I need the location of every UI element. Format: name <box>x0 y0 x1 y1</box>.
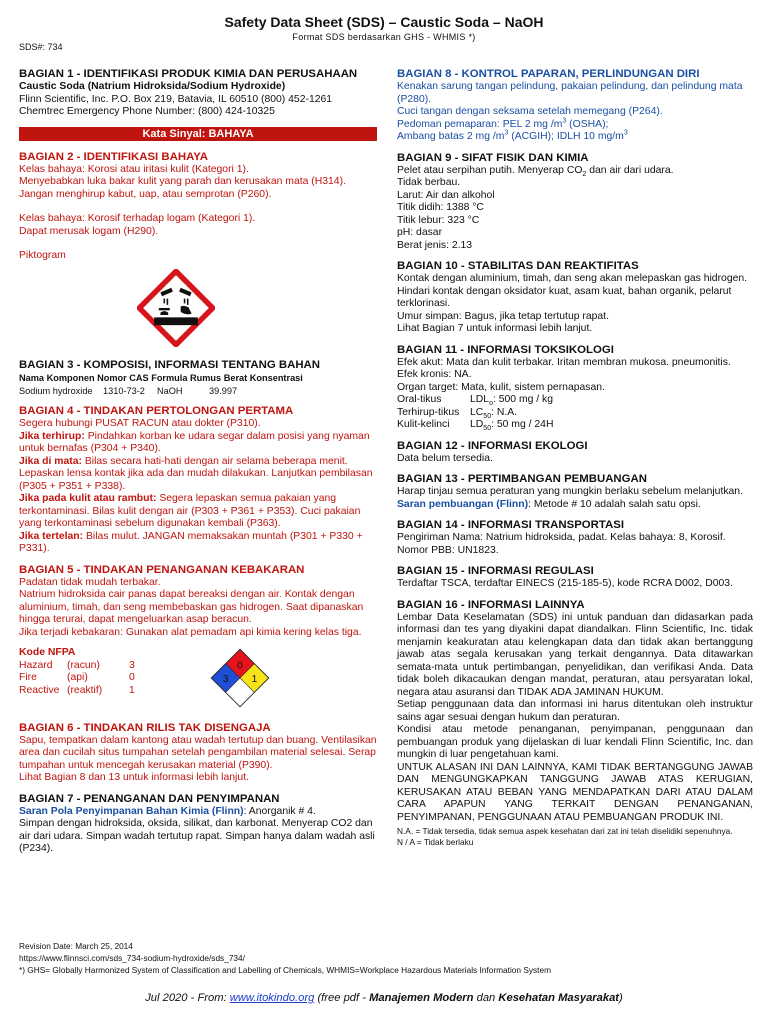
disposal-value: : Metode # 10 adalah salah satu opsi. <box>528 498 701 510</box>
tox-metric-sub: 50 <box>483 412 492 420</box>
regulatory-text: Terdaftar TSCA, terdaftar EINECS (215-185-5), kode RCRA D002, D003. <box>397 578 733 589</box>
fire-fighting-text: Padatan tidak mudah terbakar. Natrium hidroksida cair panas dapat bereaksi dengan air. Kontak dengan aluminium, timah, dan seng membebaskan gas hidrogen. Saat dipanaskan hingga terurai, dapat mengeluarkan asap beracun. Jika terjadi kebakaran: Gunakan alat pemadam api kimia kering kelas tiga. <box>19 576 364 638</box>
nfpa-desc: (reaktif) <box>67 684 103 696</box>
product-name: Caustic Soda (Natrium Hidroksida/Sodium Hydroxide) <box>19 81 286 92</box>
nfpa-value: 0 <box>129 672 135 683</box>
swallow-text: Bilas mulut. JANGAN memaksakan muntah (P301 + P330 + P331). <box>19 530 363 554</box>
section-3-title: BAGIAN 3 - KOMPOSISI, INFORMASI TENTANG BAHAN <box>19 359 321 371</box>
tox-metric: LDL <box>470 394 490 405</box>
composition-row <box>19 385 377 398</box>
source-url[interactable]: https://www.flinnsci.com/sds_734-sodium-hydroxide/sds_734/ <box>19 953 245 963</box>
disposal-text: Harap tinjau semua peraturan yang mungkin berlaku sebelum melanjutkan. <box>397 486 743 497</box>
nfpa-diamond-icon <box>210 648 270 708</box>
section-11 <box>397 344 753 432</box>
section-7 <box>19 793 377 856</box>
disclaimer-1: Lembar Data Keselamatan (SDS) ini untuk panduan dan didasarkan pada informasi dan tes yang diyakini dapat diandalkan. Flinn Scientific, Inc. tidak menjamin keakuratan atau kelengkapan data dan tidak akan bertanggung jawab atas segala kerusakan yang terkait dengannya. Data ditawarkan semata-mata untuk pertimbangan, penyelidikan, dan verifikasi Anda. Data tidak boleh dikacaukan dengan mandat, peraturan, atau persyaratan lokal, negara atau asuransi dan TIDAK ADA JAMINAN HUKUM. <box>397 611 753 698</box>
nfpa-value: 1 <box>129 684 135 696</box>
section-11-title: BAGIAN 11 - INFORMASI TOKSIKOLOGI <box>397 343 614 356</box>
ppe-text: Kenakan sarung tangan pelindung, pakaian pelindung, dan pelindung mata (P280). <box>397 81 743 105</box>
tox-metric-sub: o <box>489 400 493 408</box>
odor: Tidak berbau. <box>397 177 461 188</box>
boiling-point: Titik didih: 1388 °C <box>397 202 484 213</box>
melting-point: Titik lebur: 323 °C <box>397 214 480 226</box>
tox-value: : 50 mg / 24H <box>491 419 554 430</box>
credit-topic-2: Kesehatan Masyarakat <box>498 992 620 1004</box>
section-7-title: BAGIAN 7 - PENANGANAN DAN PENYIMPANAN <box>19 792 280 805</box>
appearance-tail: dan air dari udara. <box>586 164 674 176</box>
hazard-class-2: Kelas bahaya: Korosif terhadap logam (Kategori 1). <box>19 213 256 224</box>
appearance-text: Pelet atau serpihan putih. Menyerap CO <box>397 164 583 176</box>
first-aid-skin <box>19 493 377 531</box>
nfpa-desc: (api) <box>67 672 88 683</box>
disclaimer-4: UNTUK ALASAN INI DAN LAINNYA, KAMI TIDAK BERTANGGUNG JAWAB DAN MENGUNGKAPKAN TANGGUNG JAWAB ATAS KERUGIAN, KERUSAKAN ATAU BEBAN YANG MENDAPATKAN DARI ATAU DALAM CARA APAPUN YANG TERKAIT DENGAN PENANGANAN, PENYIMPANAN, PENGGUNAAN ATAU PEMBUANGAN PRODUK INI. <box>397 761 753 823</box>
co2-sub: 2 <box>582 170 587 178</box>
pel-sup: 3 <box>562 117 567 125</box>
section-9 <box>397 152 753 253</box>
nfpa-block <box>19 660 377 714</box>
tox-row <box>397 394 753 407</box>
section-9-title: BAGIAN 9 - SIFAT FISIK DAN KIMIA <box>397 151 589 164</box>
ghs-footnote: *) GHS= Globally Harmonized System of Classification and Labelling of Chemicals, WHMIS=Workplace Hazardous Materials Information System <box>19 965 551 975</box>
disposal-advice <box>397 499 753 512</box>
hygiene-text: Cuci tangan dengan seksama setelah memegang (P264). <box>397 106 663 117</box>
inhalation-text: Pindahkan korban ke udara segar dalam posisi yang nyaman untuk bernafas (P304 + P340). <box>19 430 370 454</box>
solubility: Larut: Air dan alkohol <box>397 189 495 201</box>
hazard-statement-1: Menyebabkan luka bakar kulit yang parah dan kerusakan mata (H314). Jangan menghirup kabut, uap, atau semprotan (P260). <box>19 176 346 200</box>
molecular-weight: 39.997 <box>209 385 238 396</box>
storage-value: : Anorganik # 4. <box>243 805 316 817</box>
stability-text: Kontak dengan aluminium, timah, dan seng akan melepaskan gas hidrogen. Hindari kontak dengan oksidator kuat, asam kuat, bahan organik, pelarut terklorinasi. Umur simpan: Bagus, jika tetap tertutup rapat. Lihat Bagian 7 untuk informasi lebih lanjut. <box>397 273 748 334</box>
tox-route: Terhirup-tikus <box>397 406 460 418</box>
hazard-statement-2: Dapat merusak logam (H290). <box>19 225 159 237</box>
nfpa-title: Kode NFPA <box>19 647 76 658</box>
pictogram-label: Piktogram <box>19 250 66 261</box>
signal-word-banner: Kata Sinyal: BAHAYA <box>19 127 377 141</box>
storage-pattern <box>19 806 377 819</box>
exposure-pel <box>397 119 753 132</box>
section-5 <box>19 564 377 714</box>
section-4 <box>19 405 377 556</box>
emergency-phone: Chemtrec Emergency Phone Number: (800) 424-10325 <box>19 106 275 117</box>
section-13-title: BAGIAN 13 - PERTIMBANGAN PEMBUANGAN <box>397 473 647 485</box>
section-1 <box>19 68 377 119</box>
exposure-tlv <box>397 131 753 144</box>
tox-metric: LD <box>470 419 484 430</box>
page-credit <box>0 992 768 1004</box>
ghs-corrosion-icon <box>137 269 215 347</box>
transport-text: Pengiriman Nama: Natrium hidroksida, padat. Kelas bahaya: 8, Korosif. Nomor PBB: UN1823. <box>397 532 726 556</box>
credit-prefix: Jul 2020 - From: <box>145 992 230 1004</box>
left-column <box>19 68 377 864</box>
itokindo-link[interactable]: www.itokindo.org <box>229 992 315 1004</box>
section-5-title: BAGIAN 5 - TINDAKAN PENANGANAN KEBAKARAN <box>19 563 305 576</box>
section-16-title: BAGIAN 16 - INFORMASI LAINNYA <box>397 598 585 611</box>
section-3 <box>19 359 377 397</box>
section-4-title: BAGIAN 4 - TINDAKAN PERTOLONGAN PERTAMA <box>19 405 294 417</box>
swallow-label: Jika tertelan: <box>19 530 84 542</box>
formula: NaOH <box>157 385 183 396</box>
section-2-title: BAGIAN 2 - IDENTIFIKASI BAHAYA <box>19 150 209 163</box>
tox-route: Kulit-kelinci <box>397 419 450 430</box>
section-15-title: BAGIAN 15 - INFORMASI REGULASI <box>397 565 594 577</box>
section-6-title: BAGIAN 6 - TINDAKAN RILIS TAK DISENGAJA <box>19 721 271 734</box>
nfpa-fire-value: 0 <box>237 659 243 671</box>
nfpa-row <box>19 685 135 698</box>
sds-number: SDS#: 734 <box>19 42 63 52</box>
credit-mid: (free pdf - <box>314 992 370 1004</box>
eye-text: Bilas secara hati-hati dengan air selama beberapa menit. Lepaskan lensa kontak jika ada dan mudah dilakukan. Lanjutkan pembilasan (P305 + P351 + P338). <box>19 455 373 492</box>
nfpa-table <box>19 660 135 698</box>
nfpa-health-value: 3 <box>222 673 229 685</box>
tox-metric-sub: 50 <box>483 425 492 433</box>
tox-row <box>397 407 753 420</box>
section-12 <box>397 440 753 466</box>
idlh-sup: 3 <box>623 129 628 137</box>
toxicology-text: Efek akut: Mata dan kulit terbakar. Iritan membran mukosa. pneumonitis. Efek kronis: NA. Organ target: Mata, kulit, sistem pernapasan. <box>397 356 731 393</box>
section-1-title: BAGIAN 1 - IDENTIFIKASI PRODUK KIMIA DAN PERUSAHAAN <box>19 68 358 80</box>
nfpa-desc: (racun) <box>67 659 100 671</box>
credit-and: dan <box>473 992 499 1004</box>
nfpa-value: 3 <box>129 659 135 671</box>
pel-source: (OSHA); <box>566 118 609 130</box>
nfpa-row <box>19 660 135 673</box>
section-8-title: BAGIAN 8 - KONTROL PAPARAN, PERLINDUNGAN DIRI <box>397 68 700 80</box>
first-aid-eye <box>19 456 377 494</box>
section-10-title: BAGIAN 10 - STABILITAS DAN REAKTIFITAS <box>397 260 639 272</box>
revision-date: Revision Date: March 25, 2014 <box>19 941 133 951</box>
credit-close: ) <box>619 992 623 1004</box>
credit-topic-1: Manajemen Modern <box>369 992 474 1004</box>
note-n-a: N / A = Tidak berlaku <box>397 836 474 847</box>
skin-label: Jika pada kulit atau rambut: <box>19 493 157 504</box>
section-14 <box>397 519 753 557</box>
tox-value: : 500 mg / kg <box>492 394 554 405</box>
eye-label: Jika di mata: <box>19 455 82 467</box>
disclaimer-2: Setiap penggunaan data dan informasi ini harus ditentukan oleh instruktur sains agar sesuai dengan hukum dan peraturan. <box>397 699 753 723</box>
hazard-class-1: Kelas bahaya: Korosi atau iritasi kulit (Kategori 1). <box>19 163 249 175</box>
document-subtitle: Format SDS berdasarkan GHS - WHMIS *) <box>292 32 476 42</box>
skin-text: Segera lepaskan semua pakaian yang terkontaminasi. Bilas kulit dengan air (P303 + P361 + P353). Cuci pakaian yang terkontaminasi sebelum digunakan kembali (P363). <box>19 493 361 529</box>
cas-number: 1310-73-2 <box>103 385 145 396</box>
storage-text: Simpan dengan hidroksida, oksida, silikat, dan karbonat. Menyerap CO2 dan air dari udara. Simpan wadah tertutup rapat. Simpan hanya dalam wadah asli (P234). <box>19 818 375 854</box>
right-column <box>397 68 753 855</box>
idlh-text: (ACGIH); IDLH 10 mg/m <box>508 131 624 142</box>
section-8 <box>397 68 753 144</box>
nfpa-label: Fire <box>19 672 37 683</box>
note-na: N.A. = Tidak tersedia, tidak semua aspek kesehatan dari zat ini telah diselidiki sepenuhnya. <box>397 826 733 836</box>
section-12-title: BAGIAN 12 - INFORMASI EKOLOGI <box>397 439 588 452</box>
tox-route: Oral-tikus <box>397 394 442 405</box>
appearance <box>397 165 753 178</box>
spill-text: Sapu, tempatkan dalam kantong atau wadah tertutup dan buang. Ventilasikan area dan cucilah situs tumpahan setelah pengambilan material selesai. Serap tumpahan untuk mencegah kerusakan material (P390). Lihat Bagian 8 dan 13 untuk informasi lebih lanjut. <box>19 734 377 783</box>
section-15 <box>397 565 753 591</box>
inhalation-label: Jika terhirup: <box>19 430 85 442</box>
composition-headers: Nama Komponen Nomor CAS Formula Rumus Berat Konsentrasi <box>19 373 303 383</box>
specific-gravity: Berat jenis: 2.13 <box>397 239 473 251</box>
document-title: Safety Data Sheet (SDS) – Caustic Soda – NaOH <box>224 14 544 30</box>
storage-label: Saran Pola Penyimpanan Bahan Kimia (Flinn) <box>19 805 244 817</box>
first-aid-inhalation <box>19 431 377 456</box>
section-16 <box>397 599 753 848</box>
tlv-sup: 3 <box>504 129 509 137</box>
disclaimer-3: Kondisi atau metode penanganan, penyimpanan, penggunaan dan pembuangan produk yang dijelaskan di luar kendali Flinn Scientific, Inc. dan mungkin di luar pengetahuan kami. <box>397 724 753 760</box>
ph-value: pH: dasar <box>397 227 443 238</box>
nfpa-reactivity-value: 1 <box>251 673 258 685</box>
nfpa-row <box>19 672 135 685</box>
tox-value: : N.A. <box>491 406 518 418</box>
ecology-text: Data belum tersedia. <box>397 452 493 464</box>
tox-metric: LC <box>470 406 484 418</box>
nfpa-label: Reactive <box>19 684 60 696</box>
section-10 <box>397 260 753 336</box>
section-6 <box>19 722 377 785</box>
tox-row <box>397 419 753 432</box>
tlv-text: Ambang batas 2 mg /m <box>397 131 505 142</box>
first-aid-swallow <box>19 531 377 556</box>
section-2 <box>19 151 377 352</box>
disposal-label: Saran pembuangan (Flinn) <box>397 498 529 510</box>
nfpa-label: Hazard <box>19 659 53 671</box>
pel-text: Pedoman pemaparan: PEL 2 mg /m <box>397 118 563 130</box>
component-name: Sodium hydroxide <box>19 385 93 396</box>
company-info: Flinn Scientific, Inc. P.O. Box 219, Batavia, IL 60510 (800) 452-1261 <box>19 93 333 105</box>
section-13 <box>397 473 753 511</box>
first-aid-intro: Segera hubungi PUSAT RACUN atau dokter (P310). <box>19 418 261 429</box>
section-14-title: BAGIAN 14 - INFORMASI TRANSPORTASI <box>397 519 624 531</box>
